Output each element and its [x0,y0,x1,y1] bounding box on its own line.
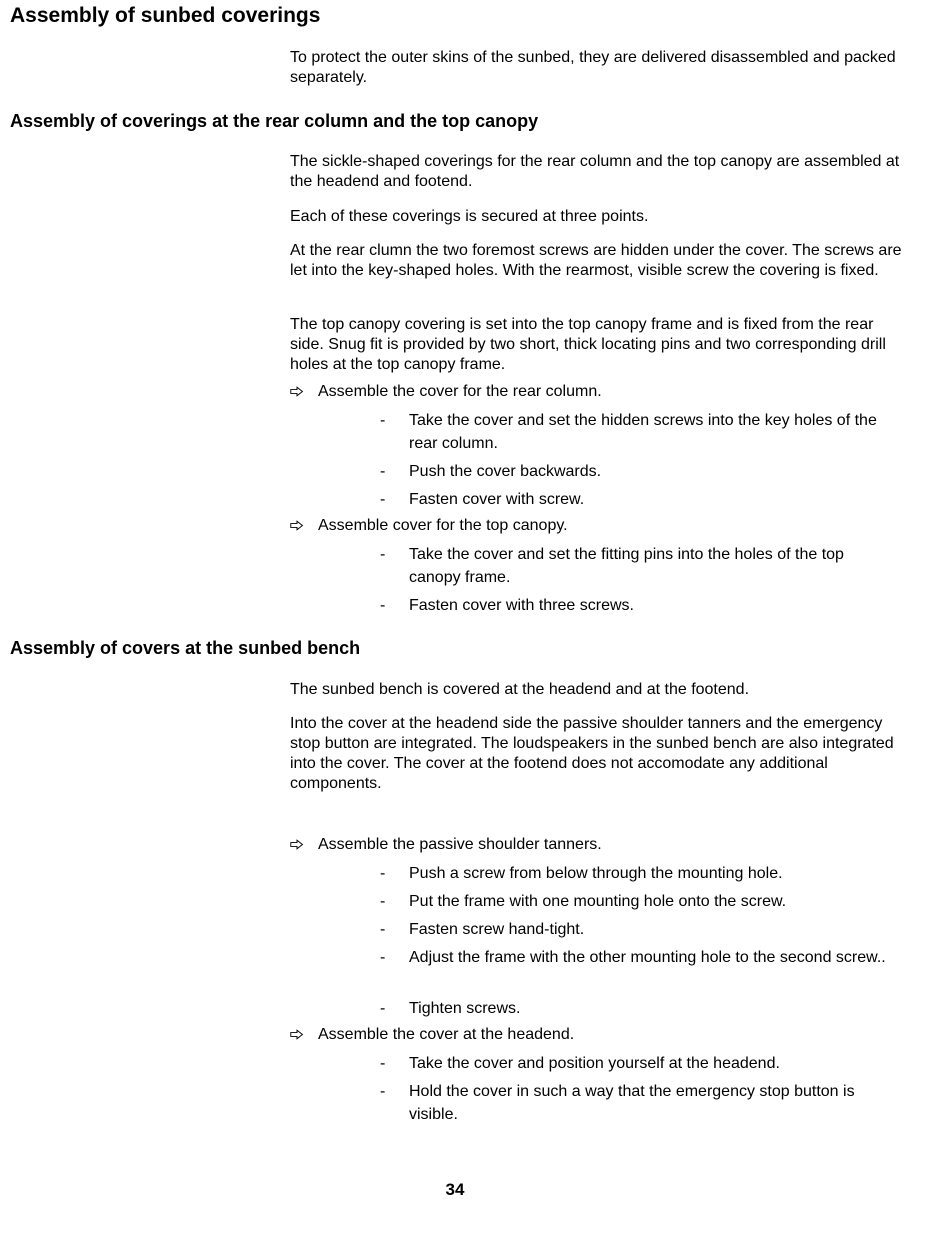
bullet-dash: - [380,893,386,910]
bullet-dash: - [380,1000,386,1017]
bullet-dash: - [380,491,386,508]
arrow-right-outline-icon [290,1025,308,1045]
substep-text: Take the cover and position yourself at the headend. [409,1055,780,1072]
bullet-dash: - [380,949,386,966]
substep-text: Push a screw from below through the mounting hole. [409,865,783,882]
bullet-dash: - [380,921,386,938]
substep-text: Fasten screw hand-tight. [409,921,585,938]
substep-text: Hold the cover in such a way that the emergency stop button is visible. [409,1083,855,1123]
paragraph: The sunbed bench is covered at the headend and at the footend. [290,681,750,698]
document-title: Assembly of sunbed coverings [10,4,321,27]
bullet-dash: - [380,597,386,614]
substep-text: Take the cover and set the hidden screws into the key holes of the rear column. [409,412,877,452]
substep-text: Take the cover and set the fitting pins into the holes of the top canopy frame. [409,546,844,586]
bullet-dash: - [380,412,386,429]
paragraph: The top canopy covering is set into the top canopy frame and is fixed from the rear side. Snug fit is provided by two short, thick locating pins and two corresponding drill holes at the top canopy frame. [290,316,886,373]
page-number: 34 [445,1180,465,1199]
substep-text: Push the cover backwards. [409,463,602,480]
step-label: Assemble the cover at the headend. [318,1026,575,1043]
paragraph: Into the cover at the headend side the passive shoulder tanners and the emergency stop button are integrated. The loudspeakers in the sunbed bench are also integrated into the cover. The cover at the footend does not accomodate any additional components. [290,715,894,792]
paragraph: The sickle-shaped coverings for the rear column and the top canopy are assembled at the headend and footend. [290,153,900,190]
paragraph: At the rear clumn the two foremost screws are hidden under the cover. The screws are let into the key-shaped holes. With the rearmost, visible screw the covering is fixed. [290,242,902,279]
substep-text: Fasten cover with screw. [409,491,585,508]
arrow-right-outline-icon [290,382,308,402]
section-heading-rear-column: Assembly of coverings at the rear column and the top canopy [10,111,539,131]
section-heading-sunbed-bench: Assembly of covers at the sunbed bench [10,638,361,658]
bullet-dash: - [380,865,386,882]
bullet-dash: - [380,1055,386,1072]
substep-text: Fasten cover with three screws. [409,597,634,614]
intro-paragraph: To protect the outer skins of the sunbed, they are delivered disassembled and packed separately. [290,49,896,86]
arrow-right-outline-icon [290,516,308,536]
bullet-dash: - [380,1083,386,1100]
paragraph: Each of these coverings is secured at three points. [290,208,649,225]
bullet-dash: - [380,463,386,480]
substep-text: Put the frame with one mounting hole onto the screw. [409,893,787,910]
step-label: Assemble the cover for the rear column. [318,383,602,400]
arrow-right-outline-icon [290,835,308,855]
substep-text: Adjust the frame with the other mounting hole to the second screw.. [409,949,886,966]
step-label: Assemble cover for the top canopy. [318,517,568,534]
substep-text: Tighten screws. [409,1000,521,1017]
bullet-dash: - [380,546,386,563]
step-label: Assemble the passive shoulder tanners. [318,836,602,853]
